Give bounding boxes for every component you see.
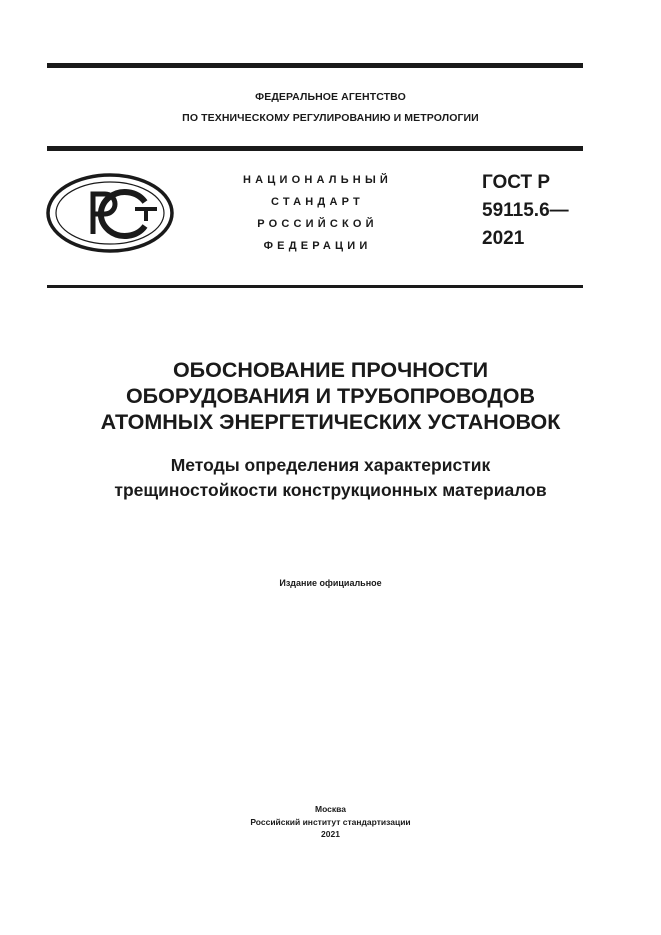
title-line: ОБОРУДОВАНИЯ И ТРУБОПРОВОДОВ — [125, 384, 536, 408]
agency-line-1: ФЕДЕРАЛЬНОЕ АГЕНТСТВО — [255, 91, 406, 103]
gost-number-line: 2021 — [482, 228, 525, 249]
subtitle-line: Методы определения характеристик — [170, 455, 491, 475]
standard-type — [200, 169, 435, 257]
standard-type-line: ФЕДЕРАЦИИ — [263, 240, 372, 252]
subtitle-line: трещиностойкости конструкционных материалов — [114, 480, 547, 500]
edition-label: Издание официальное — [279, 578, 382, 588]
rst-certification-logo-icon — [45, 172, 175, 259]
standard-type-line: РОССИЙСКОЙ — [257, 218, 378, 230]
imprint-publisher: Российский институт стандартизации — [250, 816, 411, 827]
title-line: ОБОСНОВАНИЕ ПРОЧНОСТИ — [172, 358, 489, 382]
document-title — [0, 357, 661, 435]
gost-number-line: ГОСТ Р — [482, 172, 551, 193]
standard-rule — [47, 285, 583, 288]
imprint — [0, 803, 661, 841]
standard-type-line: НАЦИОНАЛЬНЫЙ — [242, 174, 393, 186]
gost-number-line: 59115.6— — [482, 200, 569, 221]
agency-line-2: ПО ТЕХНИЧЕСКОМУ РЕГУЛИРОВАНИЮ И МЕТРОЛОГИИ — [182, 112, 479, 124]
imprint-city: Москва — [315, 804, 346, 814]
header-rule — [47, 146, 583, 151]
top-rule — [47, 63, 583, 68]
title-line: АТОМНЫХ ЭНЕРГЕТИЧЕСКИХ УСТАНОВОК — [100, 410, 561, 434]
imprint-year: 2021 — [321, 829, 340, 839]
document-subtitle — [0, 453, 661, 503]
standard-type-line: СТАНДАРТ — [271, 196, 364, 208]
gost-number — [482, 169, 569, 253]
